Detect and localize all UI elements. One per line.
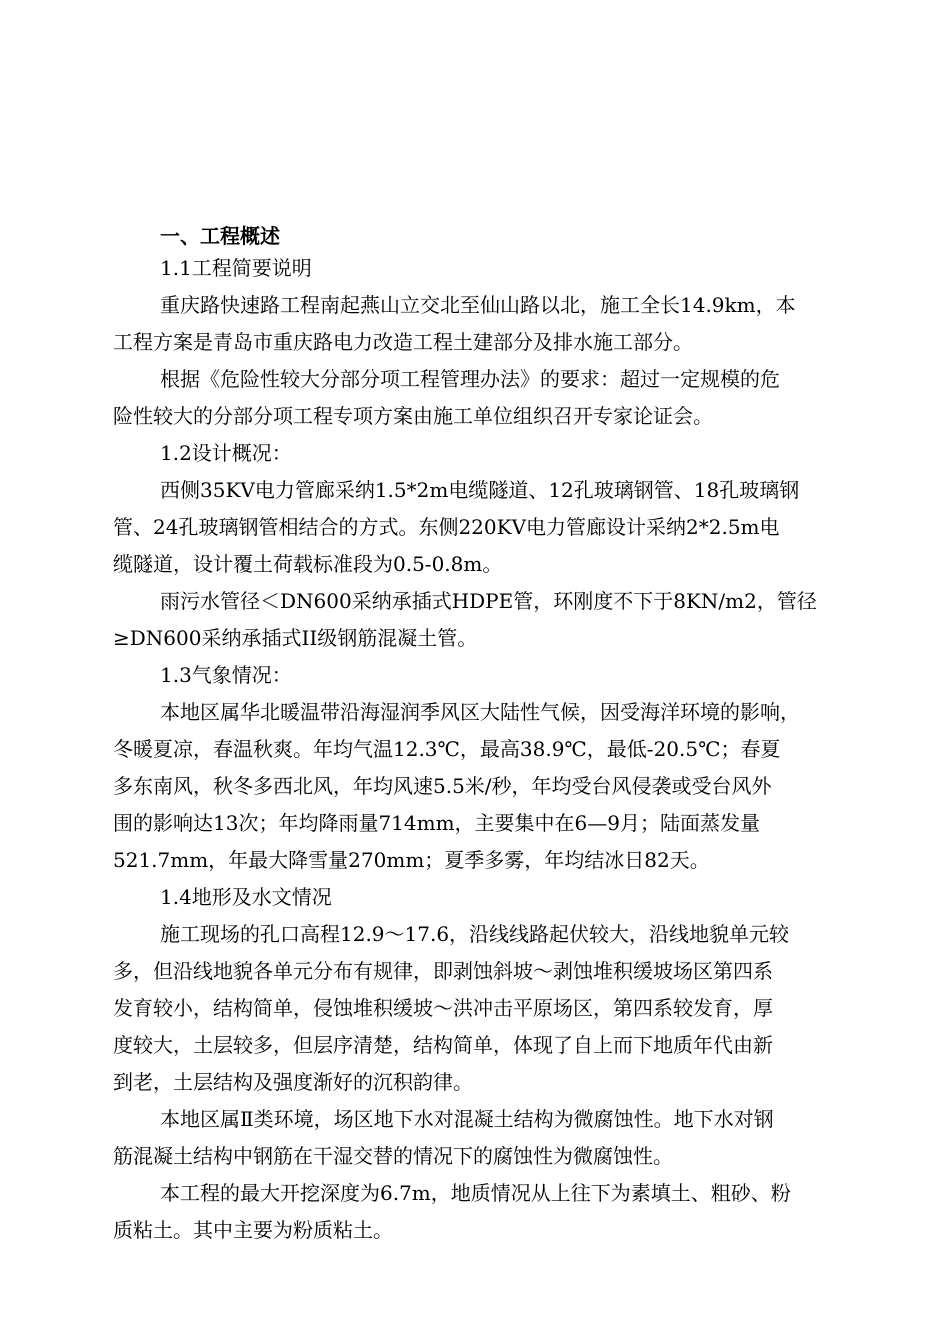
text-line: ≥DN600采纳承插式II级钢筋混凝土管。 xyxy=(113,626,478,650)
paragraph-drainage-pipes xyxy=(113,583,863,657)
text-line: 重庆路快速路工程南起燕山立交北至仙山路以北，施工全长14.9km，本 xyxy=(160,293,796,317)
paragraph-project-scope xyxy=(113,287,863,361)
text-line: 本地区属Ⅱ类环境，场区地下水对混凝土结构为微腐蚀性。地下水对钢 xyxy=(160,1107,774,1131)
text-line: 缆隧道，设计覆土荷载标准段为0.5-0.8m。 xyxy=(113,552,503,576)
paragraph-power-corridor xyxy=(113,472,863,583)
paragraph-terrain xyxy=(113,916,863,1101)
text-line: 西侧35KV电力管廊采纳1.5*2m电缆隧道、12孔玻璃钢管、18孔玻璃钢 xyxy=(160,478,800,502)
text-line: 本工程的最大开挖深度为6.7m，地质情况从上往下为素填土、粗砂、粉 xyxy=(160,1181,791,1205)
text-line: 工程方案是青岛市重庆路电力改造工程土建部分及排水施工部分。 xyxy=(113,330,693,354)
subsection-title-1-3: 1.3气象情况： xyxy=(160,663,292,687)
text-line: 度较大，土层较多，但层序清楚，结构简单，体现了自上而下地质年代由新 xyxy=(113,1033,773,1057)
text-line: 雨污水管径＜DN600采纳承插式HDPE管，环刚度不下于8KN/m2，管径 xyxy=(160,589,817,613)
section-heading: 一、工程概述 xyxy=(160,224,280,248)
paragraph-environment-class xyxy=(113,1101,863,1175)
subsection-title-1-2: 1.2设计概况： xyxy=(160,441,292,465)
paragraph-excavation-depth xyxy=(113,1175,863,1249)
text-line: 多，但沿线地貌各单元分布有规律，即剥蚀斜坡～剥蚀堆积缓坡场区第四系 xyxy=(113,959,773,983)
document-page xyxy=(113,222,863,1249)
text-line: 根据《危险性较大分部分项工程管理办法》的要求：超过一定规模的危 xyxy=(160,367,780,391)
text-line: 本地区属华北暖温带沿海湿润季风区大陆性气候，因受海洋环境的影响， xyxy=(160,700,800,724)
paragraph-climate xyxy=(113,694,863,879)
text-line: 冬暖夏凉，春温秋爽。年均气温12.3℃，最高38.9℃，最低-20.5℃；春夏 xyxy=(113,737,781,761)
text-line: 管、24孔玻璃钢管相结合的方式。东侧220KV电力管廊设计采纳2*2.5m电 xyxy=(113,515,780,539)
text-line: 到老，土层结构及强度渐好的沉积韵律。 xyxy=(113,1070,473,1094)
text-line: 筋混凝土结构中钢筋在干湿交替的情况下的腐蚀性为微腐蚀性。 xyxy=(113,1144,673,1168)
text-line: 质粘土。其中主要为粉质粘土。 xyxy=(113,1218,393,1242)
text-line: 施工现场的孔口高程12.9～17.6，沿线线路起伏较大，沿线地貌单元较 xyxy=(160,922,790,946)
text-line: 521.7mm，年最大降雪量270mm；夏季多雾，年均结冰日82天。 xyxy=(113,848,710,872)
text-line: 多东南风，秋冬多西北风，年均风速5.5米/秒，年均受台风侵袭或受台风外 xyxy=(113,774,772,798)
text-line: 险性较大的分部分项工程专项方案由施工单位组织召开专家论证会。 xyxy=(113,404,713,428)
text-line: 围的影响达13次；年均降雨量714mm，主要集中在6—9月；陆面蒸发量 xyxy=(113,811,761,835)
paragraph-regulation xyxy=(113,361,863,435)
text-line: 发育较小，结构简单，侵蚀堆积缓坡～洪冲击平原场区，第四系较发育，厚 xyxy=(113,996,773,1020)
subsection-title-1-4: 1.4地形及水文情况 xyxy=(160,885,332,909)
subsection-title-1-1: 1.1工程简要说明 xyxy=(160,256,312,280)
